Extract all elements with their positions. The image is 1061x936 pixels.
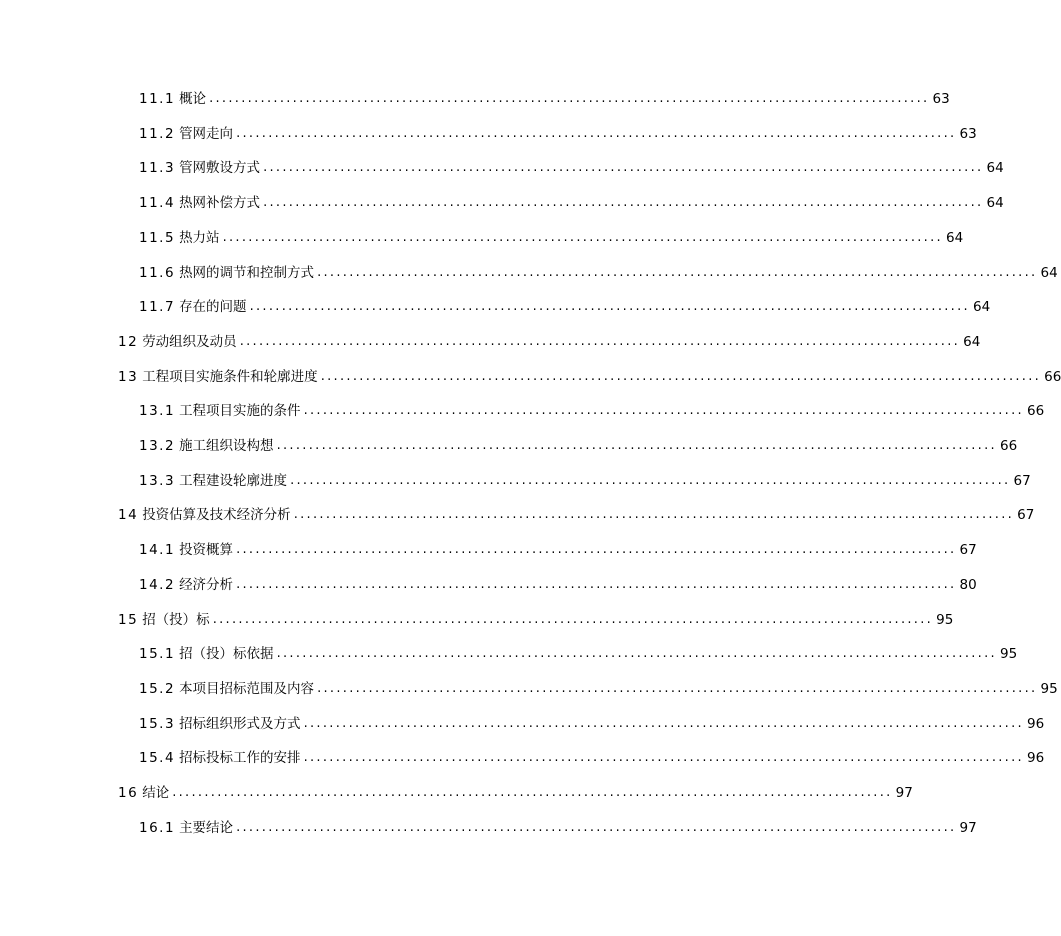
toc-entry-number: 13.2 (139, 438, 176, 454)
toc-entry-page: 95 (936, 611, 954, 628)
toc-entry-page: 95 (999, 646, 1018, 663)
toc-entry-page: 64 (1040, 264, 1058, 281)
toc-entry-page: 64 (945, 229, 964, 246)
toc-entry-title: 经济分析 (179, 576, 234, 593)
toc-entry-title: 招（投）标依据 (179, 646, 274, 663)
toc-entry-page: 64 (963, 333, 981, 350)
toc-dot-leader: ................................................................................................................ (293, 507, 1015, 523)
toc-dot-leader: ................................................................................................................ (222, 229, 943, 245)
toc-entry-title: 结论 (142, 785, 170, 801)
toc-entry-number: 11.3 (139, 160, 176, 177)
toc-entry[interactable] (139, 398, 1045, 420)
toc-entry[interactable] (139, 468, 1031, 490)
toc-entry[interactable] (139, 190, 1004, 212)
toc-entry[interactable] (118, 607, 954, 629)
toc-entry-page: 63 (932, 91, 950, 107)
toc-dot-leader: ................................................................................................................ (172, 785, 893, 800)
toc-entry-page: 67 (1017, 507, 1035, 524)
toc-entry-page: 64 (986, 160, 1004, 177)
toc-dot-leader: ................................................................................................................ (320, 368, 1042, 384)
toc-entry[interactable] (139, 676, 1058, 698)
toc-entry-number: 15 (118, 611, 139, 628)
toc-entry-page: 67 (959, 542, 977, 559)
toc-entry-number: 13.3 (139, 472, 176, 489)
toc-entry-title: 工程项目实施条件和轮廓进度 (142, 368, 318, 385)
toc-entry-page: 63 (959, 125, 977, 142)
toc-entry-title: 投资概算 (179, 542, 234, 559)
toc-entry[interactable] (118, 780, 913, 802)
toc-entry[interactable] (139, 711, 1045, 733)
toc-dot-leader: ................................................................................................................ (209, 91, 930, 106)
toc-dot-leader: ................................................................................................................ (263, 160, 984, 176)
toc-entry-title: 存在的问题 (179, 299, 247, 316)
toc-dot-leader: ................................................................................................................ (303, 750, 1024, 766)
toc-entry[interactable] (118, 502, 1035, 524)
toc-entry[interactable] (139, 641, 1018, 663)
toc-entry-title: 主要结论 (179, 819, 234, 836)
toc-entry[interactable] (139, 815, 977, 837)
toc-dot-leader: ................................................................................................................ (303, 715, 1024, 731)
toc-entry-title: 管网走向 (179, 125, 234, 142)
toc-entry-title: 招标组织形式及方式 (179, 715, 301, 732)
toc-entry[interactable] (139, 155, 1004, 177)
toc-entry-number: 15.4 (139, 750, 176, 767)
toc-entry[interactable] (139, 86, 950, 108)
toc-dot-leader: ................................................................................................................ (317, 264, 1038, 280)
toc-entry-page: 66 (999, 438, 1018, 454)
toc-entry-page: 64 (972, 299, 991, 316)
toc-dot-leader: ................................................................................................................ (236, 542, 957, 558)
toc-entry-number: 14.1 (139, 542, 176, 559)
toc-dot-leader: ................................................................................................................ (276, 438, 997, 453)
toc-entry-page: 66 (1026, 403, 1045, 420)
toc-entry-title: 招标投标工作的安排 (179, 750, 301, 767)
toc-entry-title: 热网补偿方式 (179, 195, 261, 212)
toc-entry-page: 67 (1013, 472, 1031, 489)
toc-entry-number: 11.5 (139, 229, 176, 246)
toc-entry-number: 11.1 (139, 91, 176, 107)
toc-entry-title: 热力站 (179, 229, 220, 246)
toc-dot-leader: ................................................................................................................ (236, 819, 957, 835)
toc-entry[interactable] (139, 537, 977, 559)
toc-entry-title: 工程建设轮廓进度 (179, 472, 288, 489)
toc-entry-title: 施工组织设构想 (179, 438, 274, 454)
toc-entry[interactable] (139, 572, 977, 594)
toc-entry[interactable] (139, 294, 991, 316)
toc-entry-title: 本项目招标范围及内容 (179, 680, 315, 697)
toc-entry-page: 95 (1040, 680, 1058, 697)
toc-entry-number: 15.3 (139, 715, 176, 732)
toc-dot-leader: ................................................................................................................ (303, 403, 1024, 419)
toc-entry-number: 13.1 (139, 403, 176, 420)
toc-entry[interactable] (139, 433, 1018, 455)
toc-entry-number: 11.4 (139, 195, 176, 212)
toc-entry-page: 96 (1026, 750, 1045, 767)
toc-entry-title: 劳动组织及动员 (142, 333, 237, 350)
toc-dot-leader: ................................................................................................................ (249, 299, 970, 315)
toc-dot-leader: ................................................................................................................ (236, 576, 957, 592)
toc-dot-leader: ................................................................................................................ (236, 125, 957, 141)
toc-dot-leader: ................................................................................................................ (212, 611, 934, 627)
toc-dot-leader: ................................................................................................................ (263, 195, 984, 211)
toc-entry-number: 12 (118, 333, 139, 350)
toc-entry-number: 14.2 (139, 576, 176, 593)
toc-entry-page: 97 (895, 785, 913, 801)
toc-entry-number: 16 (118, 785, 139, 801)
toc-entry-page: 96 (1026, 715, 1045, 732)
toc-dot-leader: ................................................................................................................ (276, 646, 997, 662)
toc-entry-title: 热网的调节和控制方式 (179, 264, 315, 281)
toc-entry-number: 15.2 (139, 680, 176, 697)
toc-entry-title: 概论 (179, 91, 207, 107)
toc-entry-page: 80 (959, 576, 977, 593)
toc-entry-title: 工程项目实施的条件 (179, 403, 301, 420)
toc-entry[interactable] (139, 225, 964, 247)
toc-entry-number: 16.1 (139, 819, 176, 836)
toc-dot-leader: ................................................................................................................ (317, 680, 1038, 696)
toc-entry-number: 14 (118, 507, 139, 524)
toc-entry-title: 招（投）标 (142, 611, 210, 628)
toc-entry[interactable] (118, 364, 1061, 386)
toc-entry-number: 11.7 (139, 299, 176, 316)
toc-entry-number: 13 (118, 368, 139, 385)
toc-entry-page: 66 (1044, 368, 1061, 385)
toc-dot-leader: ................................................................................................................ (290, 472, 1011, 488)
toc-entry-page: 97 (959, 819, 977, 836)
toc-entry[interactable] (139, 745, 1045, 767)
toc-entry-page: 64 (986, 195, 1004, 212)
toc-entry-number: 11.6 (139, 264, 176, 281)
toc-entry-number: 11.2 (139, 125, 176, 142)
toc-entry-title: 管网敷设方式 (179, 160, 261, 177)
toc-entry[interactable] (139, 260, 1058, 282)
toc-entry-number: 15.1 (139, 646, 176, 663)
toc-entry-title: 投资估算及技术经济分析 (142, 507, 291, 524)
toc-entry[interactable] (139, 121, 977, 143)
toc-dot-leader: ................................................................................................................ (239, 333, 961, 349)
toc-entry[interactable] (118, 329, 981, 351)
